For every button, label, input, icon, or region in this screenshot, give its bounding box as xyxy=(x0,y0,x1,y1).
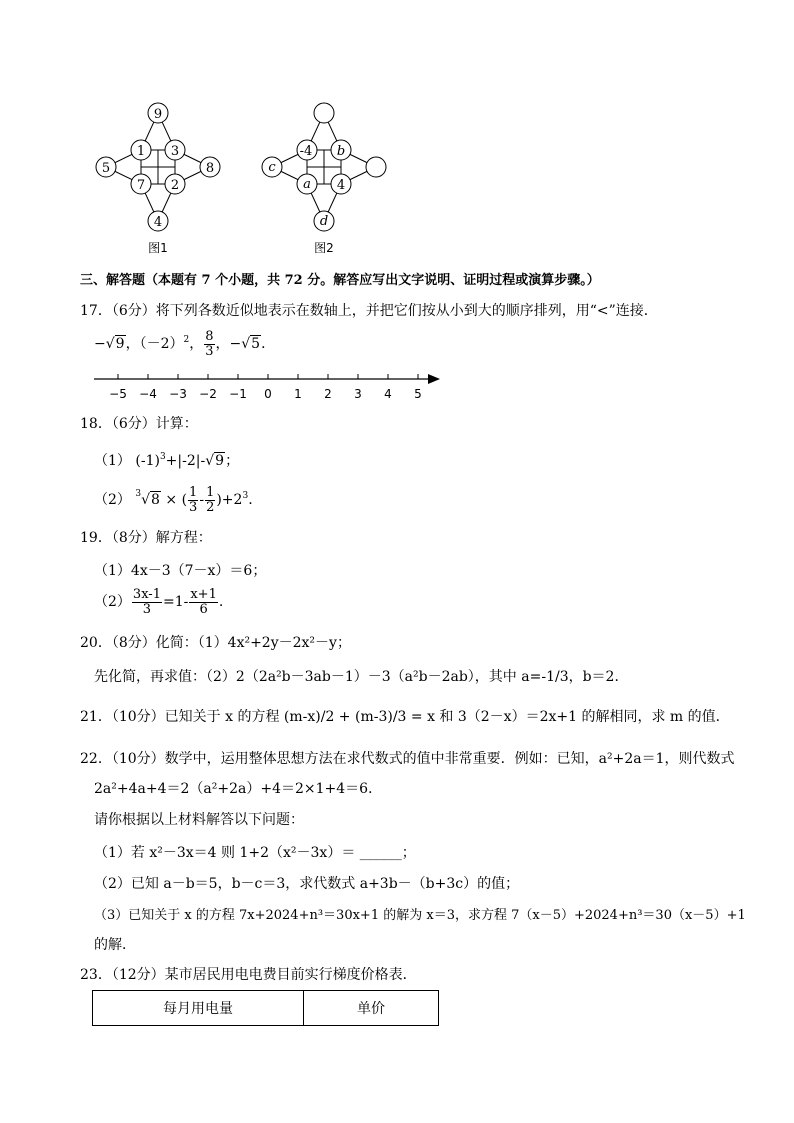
question-text: 化简：（1）4x²+2y－2x²－y； xyxy=(155,635,351,651)
question-19 xyxy=(80,527,212,547)
numberline-tick-label: 2 xyxy=(324,387,332,401)
numberline-tick-label: 0 xyxy=(264,387,272,401)
fig2-label: a xyxy=(303,177,311,192)
q17-numbers: −√9，$(-2)^2$， $\frac{8}{3}$ ，−√5． xyxy=(94,329,276,359)
q19-part2: （2） $\frac{3x-1}{3}$ =1- $\frac{x+1}{6}$ . xyxy=(94,587,224,617)
question-number: 23． xyxy=(80,967,112,983)
question-17 xyxy=(80,300,658,320)
fig2-label: 4 xyxy=(336,178,346,193)
fig2-label: d xyxy=(319,214,329,229)
question-number: 17． xyxy=(80,303,112,319)
question-18 xyxy=(80,413,198,433)
question-23 xyxy=(80,964,417,984)
table-row xyxy=(93,991,439,1026)
question-score: （12分） xyxy=(111,967,165,983)
question-text: 某市居民用电电费目前实行梯度价格表． xyxy=(164,967,417,983)
question-20 xyxy=(80,632,351,652)
q22-line2: 2a²+4a+4＝2（a²+2a）+4＝2×1+4＝6． xyxy=(94,781,383,797)
price-table xyxy=(92,990,439,1026)
question-text: 计算： xyxy=(155,416,198,432)
fig2-label: b xyxy=(336,144,346,159)
q22-line3: 请你根据以上材料解答以下问题： xyxy=(94,812,304,828)
q22-part3-end: 的解． xyxy=(94,937,136,953)
fig2-label: -4 xyxy=(299,144,313,159)
q22-part2: （2）已知 a－b＝5，b－c＝3，求代数式 a+3b－（b+3c）的值； xyxy=(94,876,520,892)
q20-line2: 先化简，再求值：（2）2（2a²b－3ab－1）－3（a²b－2ab），其中 a=-1/3，b＝2． xyxy=(94,669,629,685)
numberline-tick-label: 5 xyxy=(414,387,422,401)
figure-2 xyxy=(254,98,394,258)
q18-part2: （2） $^3$√8 × ( $\frac{1}{3}$ - $\frac{1}{2}$ )$+2^3$. xyxy=(94,485,253,515)
question-text: 数学中，运用整体思想方法在求代数式的值中非常重要．例如：已知，a²+2a＝1，则代数式 xyxy=(164,751,735,767)
fig2-caption: 图2 xyxy=(314,241,334,255)
number-line xyxy=(92,370,444,406)
numberline-tick-label: −2 xyxy=(199,387,217,401)
numberline-tick-label: −1 xyxy=(229,387,247,401)
fig1-label: 2 xyxy=(170,178,180,193)
q18-part1: （1） $(-1)^3+|-2|-√9$； xyxy=(94,452,240,469)
q22-part3: （3）已知关于 x 的方程 7x+2024+n³＝30x+1 的解为 x＝3，求方程 7（x－5）+2024+n³＝30（x－5）+1 xyxy=(94,908,746,923)
fig1-label: 7 xyxy=(136,178,146,193)
q19-part1: （1）4x－3（7－x）＝6； xyxy=(94,563,267,579)
fig2-label: c xyxy=(268,160,276,175)
numberline-tick-label: −5 xyxy=(109,387,127,401)
question-text: 已知关于 x 的方程 (m-x)/2 + (m-3)/3 = x 和 3（2－x）＝2x+1 的解相同，求 m 的值． xyxy=(164,709,730,725)
fig1-label: 9 xyxy=(153,107,163,122)
question-number: 18． xyxy=(80,416,112,432)
numberline-tick-label: 1 xyxy=(294,387,302,401)
fig1-label: 5 xyxy=(101,161,111,176)
question-score: （10分） xyxy=(111,751,165,767)
question-22 xyxy=(80,748,735,768)
section-title: 三、解答题（本题有 7 个小题，共 72 分。解答应写出文字说明、证明过程或演算步骤。） xyxy=(80,273,600,288)
question-score: （10分） xyxy=(111,709,165,725)
question-number: 21． xyxy=(80,709,112,725)
numberline-tick-label: −4 xyxy=(139,387,157,401)
numberline-tick-label: −3 xyxy=(169,387,187,401)
table-header-usage: 每月用电量 xyxy=(93,991,304,1026)
numberline-tick-label: 4 xyxy=(384,387,392,401)
q22-part1: （1）若 x²－3x＝4 则 1+2（x²－3x）＝ ______； xyxy=(94,845,416,861)
question-score: （6分） xyxy=(111,303,156,319)
question-score: （6分） xyxy=(111,416,156,432)
fig2-node xyxy=(366,157,386,177)
figure-1 xyxy=(88,98,228,258)
numberline-tick-label: 3 xyxy=(354,387,362,401)
fig1-label: 4 xyxy=(153,215,163,230)
question-score: （8分） xyxy=(111,530,156,546)
table-header-price: 单价 xyxy=(304,991,439,1026)
question-number: 19． xyxy=(80,530,112,546)
fig1-label: 1 xyxy=(136,144,146,159)
question-number: 22． xyxy=(80,751,112,767)
fig1-caption: 图1 xyxy=(148,241,168,255)
fig1-label: 8 xyxy=(205,161,215,176)
question-score: （8分） xyxy=(111,635,156,651)
question-text: 将下列各数近似地表示在数轴上，并把它们按从小到大的顺序排列，用“<”连接． xyxy=(155,303,658,319)
fig2-node xyxy=(314,103,334,123)
question-text: 解方程： xyxy=(155,530,212,546)
question-21 xyxy=(80,706,730,726)
question-number: 20． xyxy=(80,635,112,651)
fig1-label: 3 xyxy=(170,144,180,159)
